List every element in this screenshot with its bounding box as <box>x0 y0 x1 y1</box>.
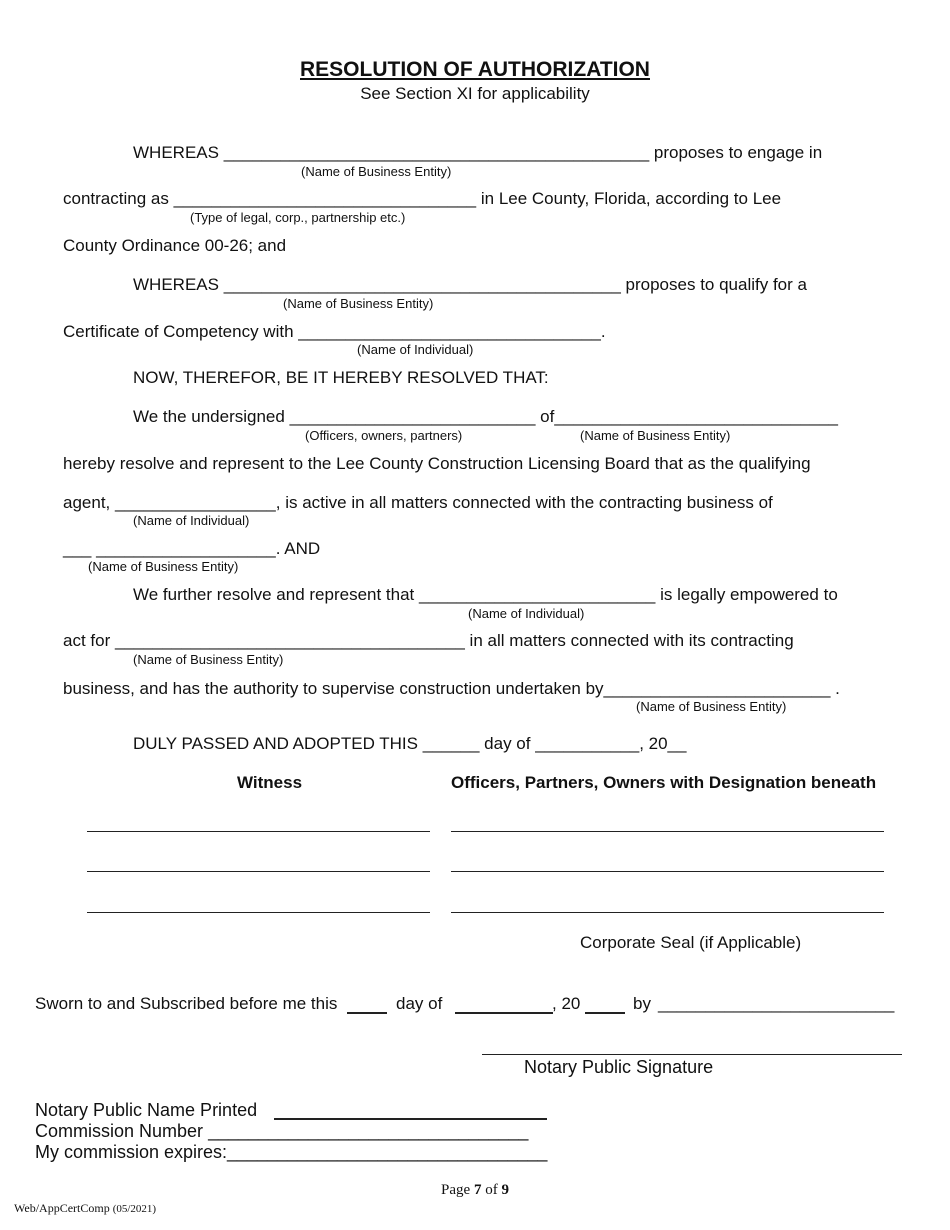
qualify-text: proposes to qualify for a <box>625 275 807 294</box>
witness-signature-line[interactable] <box>87 912 430 913</box>
business-entity-blank[interactable]: _____________________________________________ <box>223 143 650 162</box>
commission-expires-blank[interactable]: ________________________________ <box>227 1142 548 1162</box>
engage-text: proposes to engage in <box>653 143 823 162</box>
witness-signature-line[interactable] <box>87 871 430 872</box>
business-entity-caption: (Name of Business Entity) <box>636 699 787 714</box>
business-and-line <box>63 539 320 559</box>
officer-signature-line[interactable] <box>451 912 884 913</box>
sworn-day-blank[interactable] <box>347 1012 387 1014</box>
lee-county-text: in Lee County, Florida, according to Lee <box>480 189 782 208</box>
undersigned-label: We the undersigned <box>133 407 285 426</box>
sworn-prefix: Sworn to and Subscribed before me this <box>35 994 338 1013</box>
form-code-text: Web/AppCertComp <box>14 1201 110 1215</box>
whereas-label: WHEREAS <box>133 143 219 162</box>
commission-number-label: Commission Number <box>35 1121 204 1141</box>
act-for-line <box>63 631 794 651</box>
supervise-line <box>63 679 840 699</box>
individual-name-caption: (Name of Individual) <box>357 342 474 357</box>
corporate-seal-label: Corporate Seal (if Applicable) <box>580 933 802 952</box>
witness-header: Witness <box>237 773 303 792</box>
whereas-qualify-line <box>133 275 807 295</box>
page-current: 7 <box>473 1182 482 1198</box>
individual-name-blank[interactable]: _________________________ <box>419 585 656 604</box>
page-number <box>0 1182 950 1199</box>
certificate-line <box>63 322 606 342</box>
and-label: AND <box>284 539 321 558</box>
legal-type-caption: (Type of legal, corp., partnership etc.) <box>190 210 406 225</box>
business-entity-caption: (Name of Business Entity) <box>133 652 284 667</box>
sworn-month-blank[interactable] <box>455 1012 553 1014</box>
of-label: of <box>540 407 555 426</box>
officer-signature-line[interactable] <box>451 871 884 872</box>
legal-type-blank[interactable]: ________________________________ <box>173 189 477 208</box>
whereas-entity-line <box>133 143 822 163</box>
undersigned-line <box>133 407 838 427</box>
business-entity-blank[interactable]: ______________________________ <box>554 407 838 426</box>
officers-header: Officers, Partners, Owners with Designation beneath <box>451 773 877 792</box>
empowered-line <box>133 585 838 605</box>
business-entity-caption: (Name of Business Entity) <box>580 428 731 443</box>
form-code <box>14 1201 156 1216</box>
business-entity-blank[interactable]: ___ ___________________. <box>63 539 281 558</box>
sworn-year-label: , 20 <box>552 994 581 1013</box>
page-title: RESOLUTION OF AUTHORIZATION <box>300 58 650 81</box>
officer-signature-line[interactable] <box>451 831 884 832</box>
commission-number-line <box>35 1121 528 1141</box>
commission-expires-line <box>35 1142 547 1162</box>
adopted-line[interactable]: DULY PASSED AND ADOPTED THIS ______ day of ___________, 20__ <box>133 734 687 753</box>
contracting-text: in all matters connected with its contracting <box>469 631 794 650</box>
sworn-by-label: by <box>633 994 651 1013</box>
officers-caption: (Officers, owners, partners) <box>305 428 463 443</box>
page-word: Page <box>441 1182 471 1198</box>
certificate-label: Certificate of Competency with <box>63 322 294 341</box>
page-subtitle: See Section XI for applicability <box>360 84 590 103</box>
notary-signature-line[interactable] <box>482 1054 902 1055</box>
page-total: 9 <box>501 1182 509 1198</box>
business-entity-caption: (Name of Business Entity) <box>301 164 452 179</box>
supervise-label: business, and has the authority to supervise construction undertaken by <box>63 679 604 698</box>
empowered-text: is legally empowered to <box>660 585 838 604</box>
form-date: (05/2021) <box>112 1203 157 1215</box>
business-entity-blank[interactable]: __________________________________________ <box>223 275 621 294</box>
further-resolve-label: We further resolve and represent that <box>133 585 415 604</box>
business-entity-blank[interactable]: ________________________ . <box>603 679 840 698</box>
contracting-as-label: contracting as <box>63 189 169 208</box>
business-entity-blank[interactable]: _____________________________________ <box>114 631 465 650</box>
sworn-day-label: day of <box>396 994 443 1013</box>
notary-signature-label: Notary Public Signature <box>524 1057 714 1077</box>
resolved-heading: NOW, THEREFOR, BE IT HEREBY RESOLVED THAT: <box>133 368 549 387</box>
act-for-label: act for <box>63 631 111 650</box>
business-entity-caption: (Name of Business Entity) <box>88 559 239 574</box>
represent-text: hereby resolve and represent to the Lee County Construction Licensing Board that as the qualifying <box>63 454 811 473</box>
agent-name-blank[interactable]: _________________, <box>115 493 281 512</box>
active-text: is active in all matters connected with the contracting business of <box>285 493 773 512</box>
individual-name-blank[interactable]: ________________________________. <box>298 322 606 341</box>
commission-expires-label: My commission expires: <box>35 1142 228 1162</box>
sworn-year-blank[interactable] <box>585 1012 625 1014</box>
witness-signature-line[interactable] <box>87 831 430 832</box>
contracting-as-line <box>63 189 781 209</box>
whereas-label: WHEREAS <box>133 275 219 294</box>
sworn-by-blank[interactable]: _________________________ <box>658 994 895 1013</box>
individual-name-caption: (Name of Individual) <box>133 513 250 528</box>
page-of: of <box>485 1182 498 1198</box>
ordinance-text: County Ordinance 00-26; and <box>63 236 287 255</box>
commission-number-blank[interactable]: ________________________________ <box>208 1121 529 1141</box>
agent-label: agent, <box>63 493 111 512</box>
individual-name-caption: (Name of Individual) <box>468 606 585 621</box>
business-entity-caption: (Name of Business Entity) <box>283 296 434 311</box>
notary-name-label: Notary Public Name Printed <box>35 1100 258 1120</box>
officers-blank[interactable]: __________________________ <box>289 407 536 426</box>
notary-name-blank[interactable] <box>274 1118 547 1120</box>
agent-line <box>63 493 773 513</box>
